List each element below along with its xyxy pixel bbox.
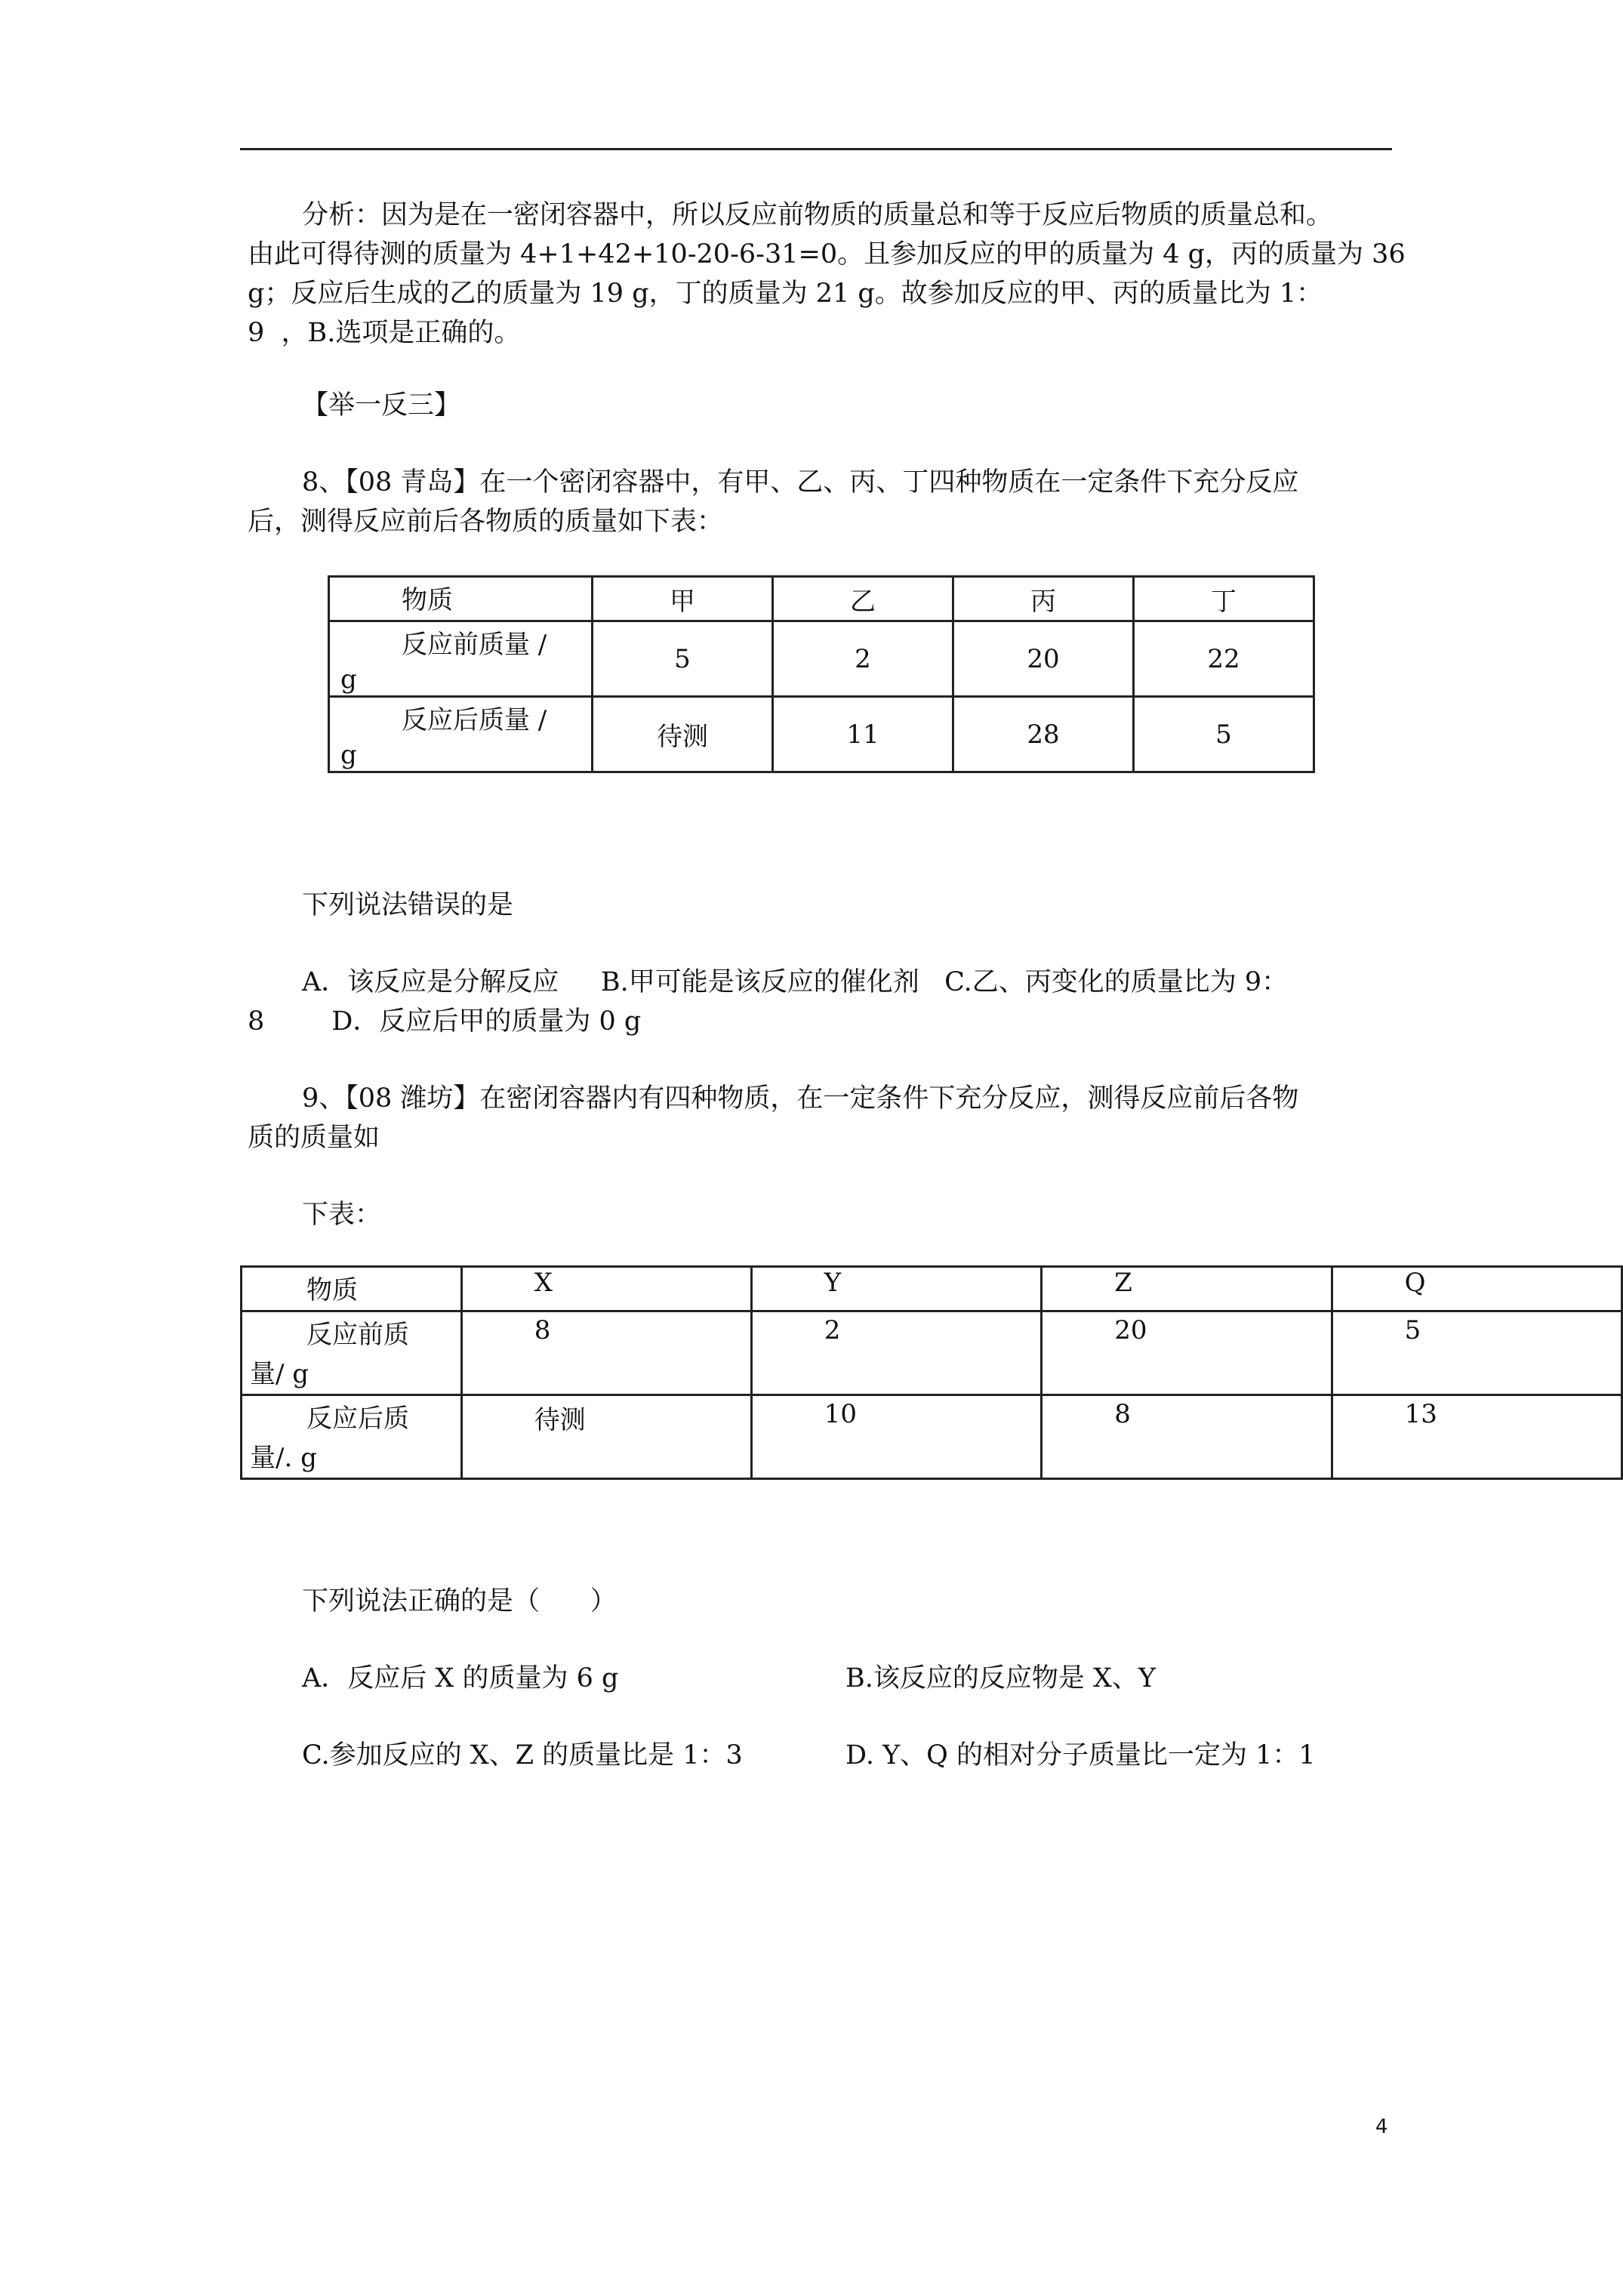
q8-header-jia: 甲 [593,577,773,621]
q8-cell: 20 [953,621,1134,697]
analysis-line-4: 9 ，B.选项是正确的。 [248,318,521,348]
q8-cell: 22 [1134,621,1314,697]
q9-cell: 10 [751,1395,1041,1479]
q8-options-line-1: A．该反应是分解反应 B.甲可能是该反应的催化剂 C.乙、丙变化的质量比为 9： [302,967,1289,997]
q9-row-label-top: 反应后质 [306,1404,409,1434]
q8-cell: 5 [1134,697,1314,772]
q9-prompt: 下列说法正确的是（ ） [302,1586,617,1616]
q9-option-a: A．反应后 X 的质量为 6 g [302,1663,619,1693]
q9-stem-line-3: 下表： [302,1200,382,1230]
q8-options-line-2: 8 D．反应后甲的质量为 0 g [248,1006,642,1037]
q9-cell: 8 [1042,1395,1332,1479]
q8-row-label-bottom: g [340,740,357,770]
header-rule [240,148,1392,150]
q9-header-z: Z [1042,1267,1332,1311]
q9-cell: 13 [1332,1395,1621,1479]
q9-cell: 5 [1332,1311,1621,1395]
q8-stem-line-2: 后，测得反应前后各物质的质量如下表： [248,507,724,537]
q9-row-label-bottom: 量/. g [250,1443,317,1473]
analysis-line-1: 分析：因为是在一密闭容器中，所以反应前物质的质量总和等于反应后物质的质量总和。 [302,200,1333,230]
q9-cell: 8 [461,1311,751,1395]
q9-header-y: Y [751,1267,1041,1311]
q9-header-substance: 物质 [306,1275,358,1305]
analysis-line-2: 由此可得待测的质量为 4+1+42+10-20-6-31=0。且参加反应的甲的质量为 4 g，丙的质量为 36 [248,239,1406,270]
q9-table-header-row [242,1267,1622,1311]
q9-stem-line-1: 9、【08 潍坊】在密闭容器内有四种物质，在一定条件下充分反应，测得反应前后各物 [302,1083,1299,1114]
q8-table-row-after [329,697,1314,772]
q8-header-bing: 丙 [953,577,1134,621]
q8-row-label-top: 反应后质量 / [402,705,547,735]
q9-row-label-top: 反应前质 [306,1320,409,1350]
q8-table [328,575,1315,773]
q9-header-q: Q [1332,1267,1621,1311]
q8-table-header-row [329,577,1314,621]
q8-header-substance: 物质 [402,585,453,615]
q8-cell: 11 [773,697,953,772]
q9-table-row-after [242,1395,1622,1479]
q9-stem-line-2: 质的质量如 [248,1123,380,1153]
q8-cell: 2 [773,621,953,697]
q9-header-x: X [461,1267,751,1311]
q9-option-c: C.参加反应的 X、Z 的质量比是 1：3 [302,1740,743,1771]
q8-cell: 28 [953,697,1134,772]
q9-table-row-before [242,1311,1622,1395]
q9-row-label-bottom: 量/ g [250,1359,310,1389]
q8-table-row-before [329,621,1314,697]
q9-option-b: B.该反应的反应物是 X、Y [845,1663,1156,1693]
q9-cell: 20 [1042,1311,1332,1395]
q8-stem-line-1: 8、【08 青岛】在一个密闭容器中，有甲、乙、丙、丁四种物质在一定条件下充分反应 [302,467,1299,498]
analysis-line-3: g；反应后生成的乙的质量为 19 g，丁的质量为 21 g。故参加反应的甲、丙的质量比为 1： [248,279,1323,309]
q8-header-ding: 丁 [1134,577,1314,621]
q8-row-label-bottom: g [340,664,357,695]
page-number: 4 [1375,2116,1388,2138]
q9-option-d: D. Y、Q 的相对分子质量比一定为 1：1 [845,1740,1316,1771]
q9-cell: 待测 [461,1395,751,1479]
q8-cell: 5 [593,621,773,697]
q8-prompt: 下列说法错误的是 [302,890,514,920]
section-heading: 【举一反三】 [302,390,461,421]
q9-table [240,1265,1623,1480]
q9-cell: 2 [751,1311,1041,1395]
q8-cell: 待测 [593,697,773,772]
q8-header-yi: 乙 [773,577,953,621]
q8-row-label-top: 反应前质量 / [402,630,547,660]
